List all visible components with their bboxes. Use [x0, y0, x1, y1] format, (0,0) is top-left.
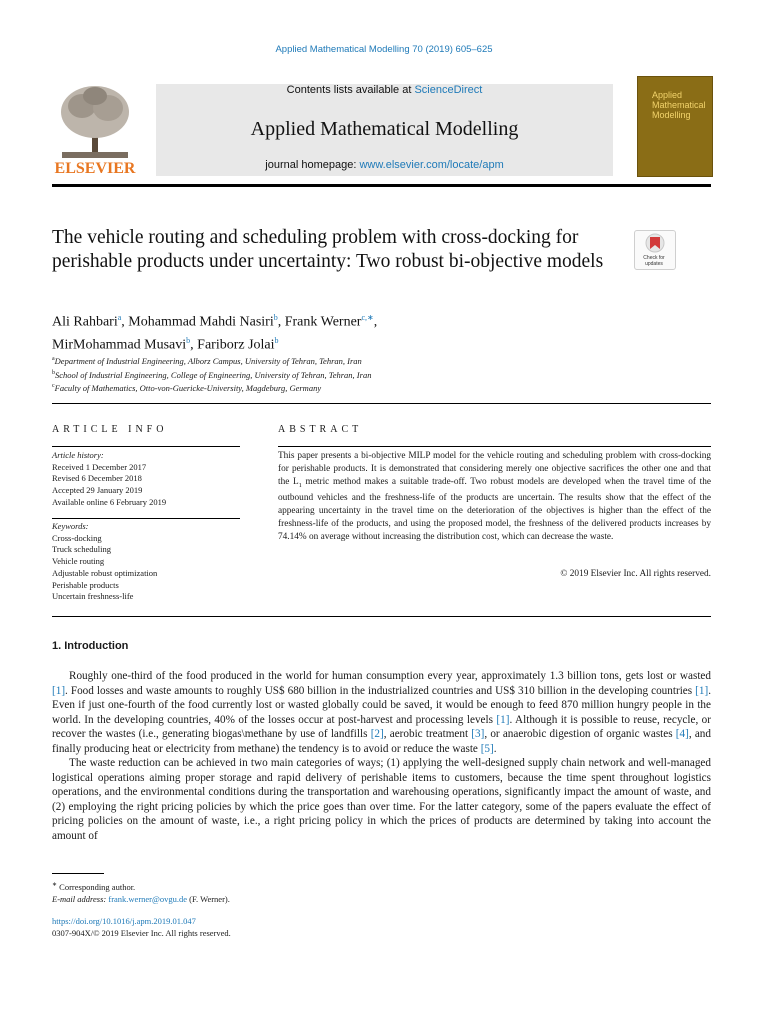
history-item: Revised 6 December 2018: [52, 473, 142, 484]
contents-line: Contents lists available at ScienceDirect: [286, 84, 483, 96]
journal-cover-title: Applied Mathematical Modelling: [652, 90, 706, 120]
keyword: Uncertain freshness-life: [52, 591, 134, 602]
abstract-heading: ABSTRACT: [278, 424, 363, 435]
introduction-body: [52, 669, 711, 843]
history-item: Received 1 December 2017: [52, 461, 147, 472]
citation-link[interactable]: [5]: [480, 742, 494, 755]
paragraph: Roughly one-third of the food produced in the world for human consumption every year, approximately 1.3 billion tons, gets lost or wasted [1]. Food losses and waste amounts to roughly US$ 680 billion in the industrialized countries and US$ 310 billion in the developing countries [1]. Even if just one-fourth of the food currently lost or wasted globally could be saved, it would be enough to feed 870 million hungry people in the world. In the developing countries, 40% of the losses occur at post-harvest and processing levels [1]. Although it is possible to reuse, recycle, or recover the wastes (i.e., generating biogas\methane by use of landfills [2], aerobic treatment [3], or anaerobic digestion of organic wastes [4], and finally producing heat or electricity from methane) the tendency is to avoid or reduce the waste [5].: [52, 670, 711, 755]
history-item: Accepted 29 January 2019: [52, 485, 143, 496]
divider: [52, 403, 711, 404]
keyword: Vehicle routing: [52, 556, 105, 567]
corresponding-author-note: ∗ Corresponding author.: [52, 881, 136, 892]
author-affiliation-link[interactable]: b: [186, 335, 191, 345]
email-note: E-mail address: frank.werner@ovgu.de (F. Werner).: [52, 893, 230, 904]
header-rule: [52, 184, 711, 187]
author-affiliation-link[interactable]: b: [273, 313, 278, 322]
sciencedirect-link[interactable]: ScienceDirect: [414, 84, 483, 96]
bookmark-icon: [635, 231, 675, 255]
citation-link[interactable]: [1]: [496, 713, 510, 726]
journal-homepage-link[interactable]: www.elsevier.com/locate/apm: [359, 159, 504, 171]
history-item: Available online 6 February 2019: [52, 496, 167, 507]
author-name: Ali Rahbari: [52, 314, 118, 330]
footnotes: [52, 879, 452, 905]
author-affiliation-link[interactable]: b: [274, 335, 279, 345]
citation-link[interactable]: [2]: [370, 728, 384, 740]
divider: [278, 446, 711, 447]
paragraph: The waste reduction can be achieved in two main categories of ways; (1) applying the well-designed supply chain network and well-managed logistical operations aiming proper storage and rapid delivery of perishable items to customers, because the time spent throughout logistics operations, and the environmental conditions during the transportation and warehousing operations, significantly impact the amount of waste, and (2) employing the right pricing policies by which the price goes than over time. For the latter category, some of the papers evaluate the effect of pricing policies on the amount of waste, i.e., a right pricing policy in which the prices of products are determined by taking into account the amount of: [52, 757, 711, 842]
divider: [52, 616, 711, 617]
email-link[interactable]: frank.werner@ovgu.de: [108, 893, 187, 904]
footnote-rule: [52, 873, 104, 874]
divider: [52, 446, 240, 447]
doi-link[interactable]: https://doi.org/10.1016/j.apm.2019.01.047: [52, 916, 196, 926]
affiliation: $^b$School of Industrial Engineering, College of Engineering, University of Tehran, Tehran, Iran: [52, 369, 372, 380]
article-info-heading: ARTICLE INFO: [52, 424, 168, 435]
author-affiliation-link[interactable]: c,∗: [361, 313, 374, 322]
history-label: Article history:: [52, 450, 104, 460]
keywords-block: [52, 521, 240, 603]
journal-citation-link[interactable]: Applied Mathematical Modelling 70 (2019) 605–625: [275, 44, 493, 55]
citation-link[interactable]: [1]: [695, 684, 709, 697]
keyword: Perishable products: [52, 579, 119, 590]
journal-title: Applied Mathematical Modelling: [250, 118, 519, 140]
keywords-label: Keywords:: [52, 521, 89, 531]
paper-title: The vehicle routing and scheduling problem with cross-docking for perishable products under uncertainty: Two robust bi-objective models: [52, 227, 604, 272]
journal-homepage-line: journal homepage: www.elsevier.com/locate/apm: [265, 159, 504, 171]
citation-link[interactable]: [4]: [675, 728, 689, 740]
author-name: Fariborz Jolai: [197, 337, 275, 353]
author-name: Frank Werner: [284, 314, 362, 330]
divider: [52, 518, 240, 519]
affiliation: $^a$Department of Industrial Engineering, Alborz Campus, University of Tehran, Tehran, Iran: [52, 355, 362, 366]
elsevier-wordmark: ELSEVIER: [54, 160, 136, 177]
author-list: Ali Rahbari$^a$, Mohammad Mahdi Nasiri$^b$, Frank Werner$^{c,∗}$, MirMohammad Musavi$^b$, Fariborz Jolai$^b$: [52, 313, 378, 353]
abstract-text: This paper presents a bi-objective MILP model for the vehicle routing and scheduling problem with cross-docking for perishable products. It is demonstrated that considering merely one objective sacrifices the other one and that the $L_1$ metric method makes a suitable trade-off. Two robust models are developed when the travel time of the outbound vehicles and the freshness-life of the products are uncertain. The results show that the effect of the appearing uncertainty in the travel time on the deterioration of the objectives is higher than the effect of the freshness-life of the products, and using the proposed model, the freshness of the delivered products increases by 74.14% on average without increasing the distribution cost, which can decrease the waste.: [278, 451, 711, 542]
citation-link[interactable]: [3]: [471, 728, 485, 740]
issn-copyright: 0307-904X/© 2019 Elsevier Inc. All rights reserved.: [52, 928, 231, 938]
citation-link[interactable]: [1]: [52, 684, 66, 697]
affiliation: $^c$Faculty of Mathematics, Otto-von-Guericke-University, Magdeburg, Germany: [52, 382, 322, 393]
author-name: Mohammad Mahdi Nasiri: [128, 314, 274, 330]
author-name: MirMohammad Musavi: [52, 337, 187, 353]
abstract-copyright: © 2019 Elsevier Inc. All rights reserved.: [560, 569, 711, 579]
introduction-heading: 1. Introduction: [52, 640, 129, 652]
keyword: Adjustable robust optimization: [52, 567, 158, 578]
article-history: [52, 450, 240, 509]
affiliation-list: [52, 354, 652, 395]
keyword: Truck scheduling: [52, 544, 111, 555]
check-for-updates-label: Check for updates: [643, 255, 665, 267]
keyword: Cross-docking: [52, 532, 102, 543]
author-affiliation-link[interactable]: a: [117, 313, 122, 322]
